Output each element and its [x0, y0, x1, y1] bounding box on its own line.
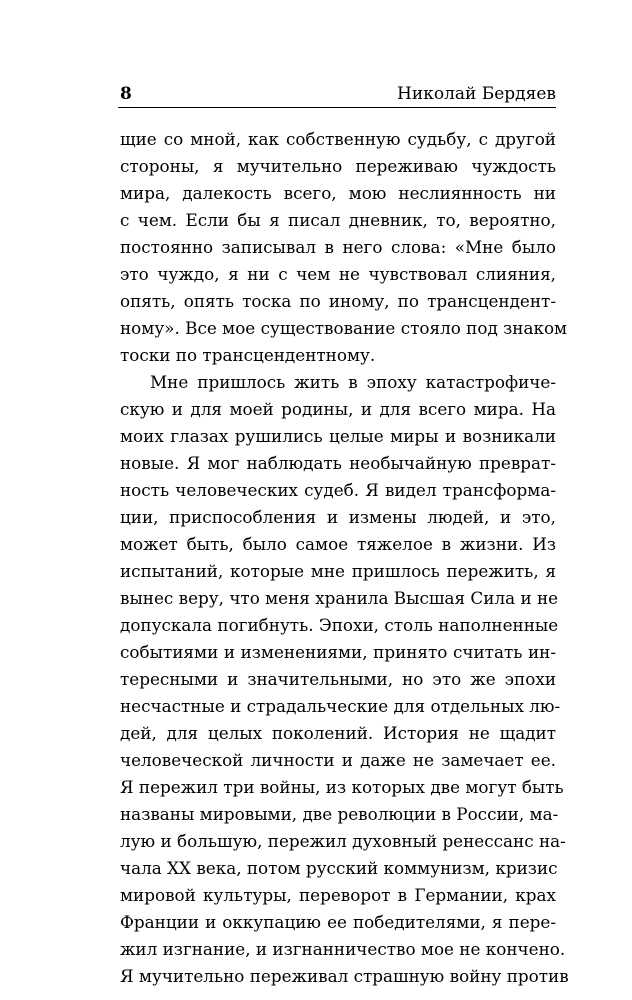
text-line: событиями и изменениями, принято считать ин-: [120, 642, 556, 662]
header-rule: [118, 107, 556, 108]
text-line: Я пережил три войны, из которых две могут быть: [120, 777, 564, 797]
text-line: может быть, было самое тяжелое в жизни. Из: [120, 534, 556, 554]
text-line: тоски по трансцендентному.: [120, 345, 376, 365]
text-line: испытаний, которые мне пришлось пережить, я: [120, 561, 556, 581]
text-line: скую и для моей родины, и для всего мира. На: [120, 399, 556, 419]
text-line: Франции и оккупацию ее победителями, я пере-: [120, 912, 556, 932]
text-line: Мне пришлось жить в эпоху катастрофиче-: [150, 372, 556, 392]
text-line: дей, для целых поколений. История не щадит: [120, 723, 556, 743]
text-line: ному». Все мое существование стояло под знаком: [120, 318, 568, 338]
text-line: несчастные и страдальческие для отдельных лю-: [120, 696, 561, 716]
text-line: щие со мной, как собственную судьбу, с другой: [120, 129, 556, 149]
text-line: ции, приспособления и измены людей, и это,: [120, 507, 556, 527]
text-line: названы мировыми, две революции в России, ма-: [120, 804, 559, 824]
text-line: опять, опять тоска по иному, по трансцендент-: [120, 291, 556, 311]
text-line: лую и большую, пережил духовный ренессанс на-: [120, 831, 566, 851]
text-line: новые. Я мог наблюдать необычайную преврат-: [120, 453, 556, 473]
text-line: ность человеческих судеб. Я видел трансформа-: [120, 480, 556, 500]
paragraph-2: [120, 369, 569, 990]
text-line: человеческой личности и даже не замечает ее.: [120, 750, 556, 770]
text-line: стороны, я мучительно переживаю чуждость: [120, 156, 556, 176]
text-line: допускала погибнуть. Эпохи, столь наполненные: [120, 615, 559, 635]
page-header: [118, 74, 556, 104]
text-line: вынес веру, что меня хранила Высшая Сила и не: [120, 588, 559, 608]
text-line: тересными и значительными, но это же эпохи: [120, 669, 556, 689]
text-line: Я мучительно переживал страшную войну против: [120, 966, 569, 986]
text-line: с чем. Если бы я писал дневник, то, вероятно,: [120, 210, 556, 230]
text-line: мира, далекость всего, мою неслиянность ни: [120, 183, 556, 203]
paragraph-1: [120, 126, 568, 369]
text-line: моих глазах рушились целые миры и возникали: [120, 426, 556, 446]
running-title-author: Николай Бердяев: [397, 84, 556, 104]
page-number: 8: [120, 84, 132, 104]
text-line: это чуждо, я ни с чем не чувствовал слияния,: [120, 264, 556, 284]
text-line: жил изгнание, и изгнанничество мое не кончено.: [120, 939, 566, 959]
body-text: [120, 126, 569, 990]
text-line: мировой культуры, переворот в Германии, крах: [120, 885, 556, 905]
text-line: постоянно записывал в него слова: «Мне было: [120, 237, 556, 257]
text-line: чала XX века, потом русский коммунизм, кризис: [120, 858, 558, 878]
